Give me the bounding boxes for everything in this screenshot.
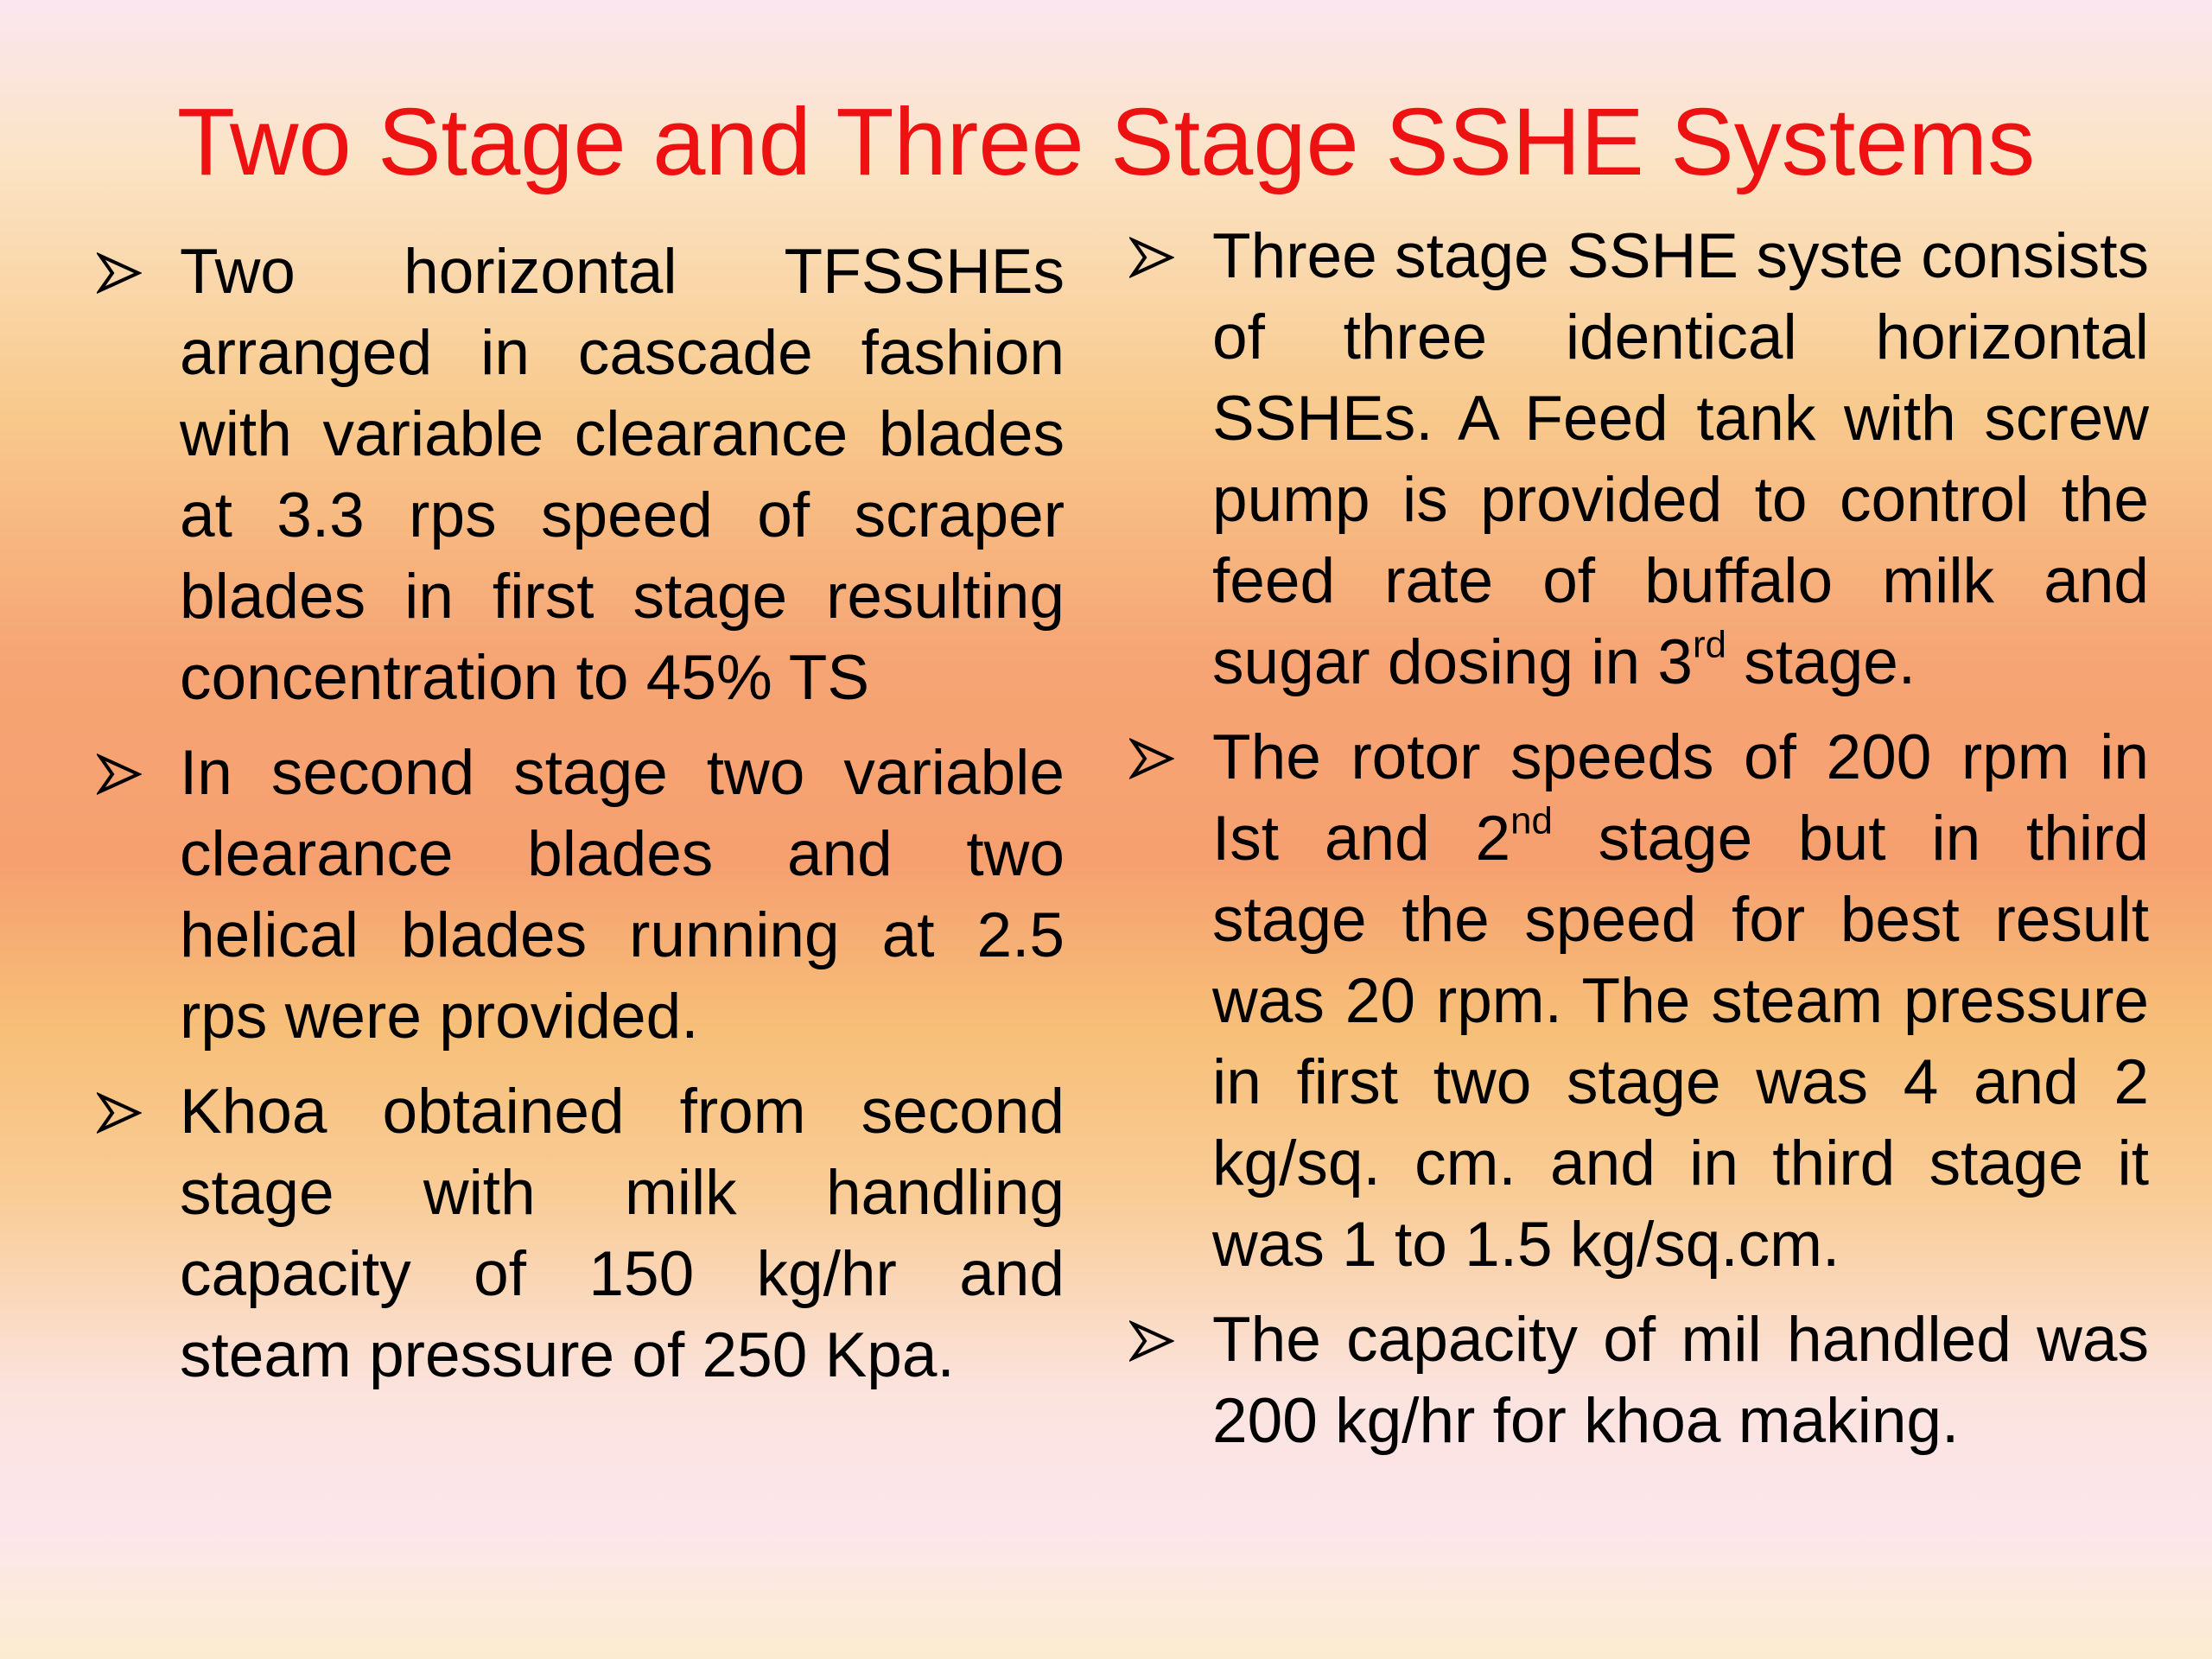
bullet-text: stage but in third stage the speed for best result was 20 rpm. The steam pressure in first two stage was 4 and 2 kg/sq. cm. and in third stage it was 1 to 1.5 kg/sq.cm. [1212,804,2149,1280]
arrow-bullet-icon [97,251,142,296]
arrow-bullet-icon [97,752,142,797]
superscript: nd [1510,799,1553,842]
bullet-text: stage. [1726,627,1916,697]
slide-title: Two Stage and Three Stage SSHE Systems [176,89,2036,195]
list-item [97,1071,1065,1396]
arrow-bullet-icon [1129,736,1174,781]
bullet-text: Khoa obtained from second stage with milk handling capacity of 150 kg/hr and steam pressure of 250 Kpa. [180,1077,1065,1390]
arrow-bullet-icon [97,1090,142,1135]
arrow-bullet-icon [1129,1319,1174,1363]
right-bullet-list [1129,216,2149,1476]
list-item [97,733,1065,1058]
bullet-text: In second stage two variable clearance blades and two helical blades running at 2.5 rps were provided. [180,738,1065,1052]
list-item [1129,717,2149,1286]
left-bullet-list [97,232,1065,1410]
bullet-text: The capacity of mil handled was 200 kg/hr for khoa making. [1212,1305,2149,1456]
list-item [1129,1300,2149,1462]
arrow-bullet-icon [1129,235,1174,280]
list-item [1129,216,2149,703]
bullet-text: The rotor speeds of 200 rpm in Ist and 2 [1212,722,2149,874]
superscript: rd [1692,623,1726,666]
list-item [97,232,1065,719]
bullet-text: Two horizontal TFSSHEs arranged in cascade fashion with variable clearance blades at 3.3 rps speed of scraper blades in first stage resulting concentration to 45% TS [180,237,1065,713]
bullet-text: Three stage SSHE syste consists of three identical horizontal SSHEs. A Feed tank with screw pump is provided to control the feed rate of buffalo milk and sugar dosing in 3 [1212,221,2149,697]
